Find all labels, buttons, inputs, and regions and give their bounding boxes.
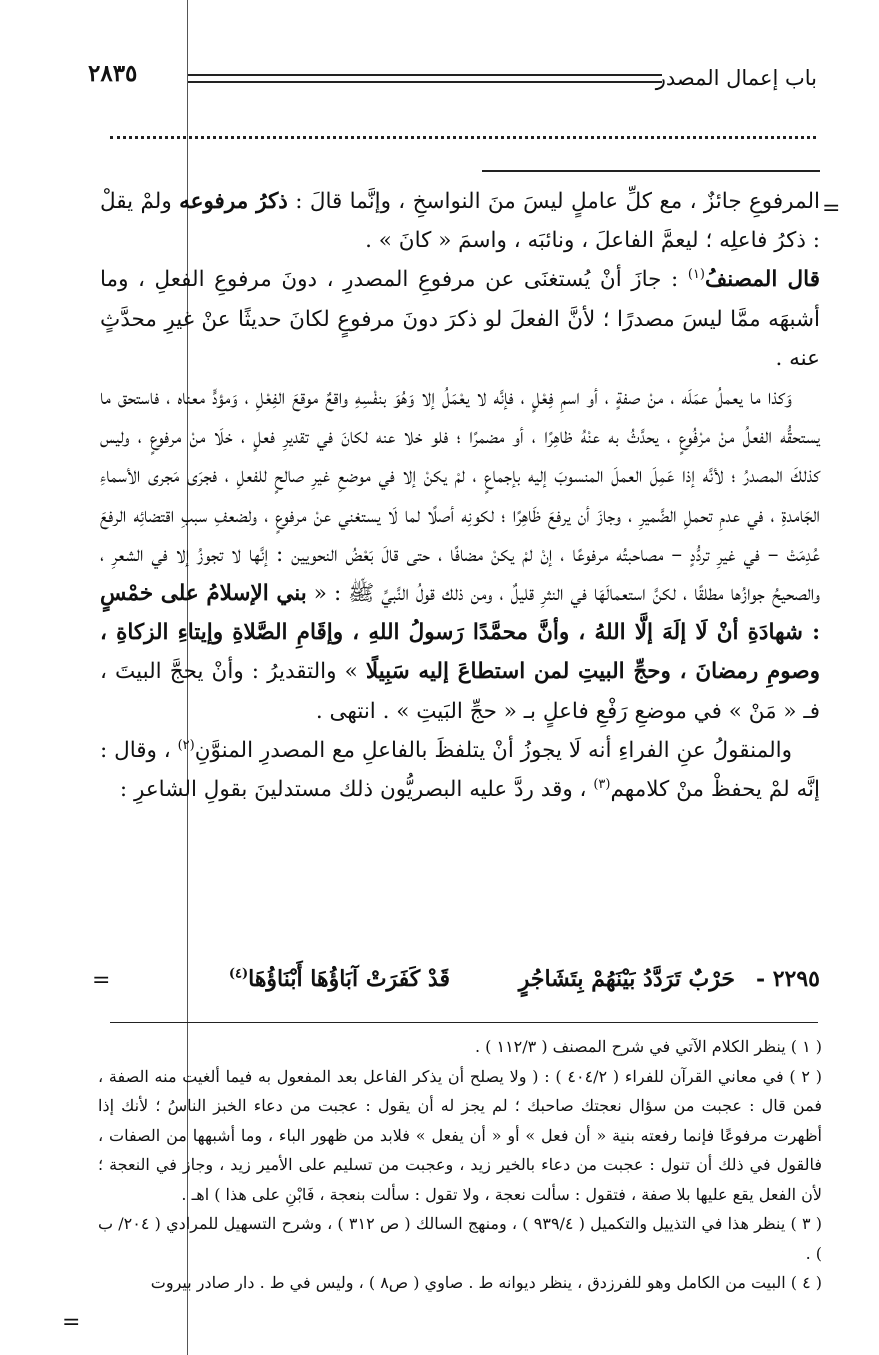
top-rule (482, 170, 820, 172)
paragraph-4: والمنقولُ عنِ الفراءِ أنه لَا يجوزُ أنْ يتلفظَ بالفاعلِ مع المصدرِ المنوَّنِ$^{(٢)}$ ، وقال : إنَّه لمْ يحفظْ منْ كلامهم$^{(٣)}$ ، وقد ردَّ عليه البصريُّون ذلك مستدلينَ بقولِ الشاعرِ : (100, 737, 820, 803)
footnote-ref-4: (٤) (228, 966, 249, 982)
dotted-separator (110, 136, 816, 142)
paragraph-1: المرفوعِ جائزٌ ، مع كلِّ عاملٍ ليسَ منَ النواسخِ ، وإنَّما قالَ : ذكرُ مرفوعه ولمْ يقلْ : ذكرُ فاعلِه ؛ ليعمَّ الفاعلَ ، ونائبَه ، واسمَ « كانَ » . (100, 189, 820, 254)
verse-hemistich-1: حَرْبٌ تَرَدَّدُ بَيْنَهُمْ بِتَشَاجُرٍ (518, 966, 735, 992)
verse-hemistich-2: قَدْ كَفَرَتْ آبَاؤُهَا أَبْنَاؤُهَا$^{(٤)}$ (228, 966, 450, 992)
continuation-mark-end: = (62, 1310, 81, 1335)
main-text (100, 182, 820, 809)
poetry-verse (100, 960, 820, 1000)
footnote-3: ( ٣ ) ينظر هذا في التذييل والتكميل ( ٩٣٩/٤ ) ، ومنهج السالك ( ص ٣١٢ ) ، وشرح التسهيل للمرادي ( ٢٠٤/ ب ) . (98, 1214, 823, 1263)
chapter-title: باب إعمال المصدر (655, 66, 817, 90)
footnote-4: ( ٤ ) البيت من الكامل وهو للفرزدق ، ينظر ديوانه ط . صاوي ( ص٨ ) ، وليس في ط . دار صادر بيروت (150, 1273, 822, 1292)
continuation-mark-verse: = (92, 968, 111, 993)
hadith-quote: بني الإسلامُ على خمْسٍ : شهادَةِ أنْ لَا إلَهَ إلَّا اللهُ ، وأنَّ محمَّدًا رَسولُ اللهِ ، وإقَامِ الصَّلاةِ وإيتاءِ الزكاةِ ، وصومِ رمضانَ ، وحجِّ البيتِ لمن استطاعَ إليه سَبِيلًا (100, 581, 821, 685)
paragraph-3: وَكذا ما يعملُ عمَلَه ، منْ صفةٍ ، أو اسمِ فِعْلٍ ، فإنَّه لا يعْمَلُ إلا وَهُوَ بنفْسِهِ واقعٌ موقعَ الفِعْلِ ، وَمؤدٍّ معناه ، فاستحق ما يستحقُّه الفعلُ منْ مرْفُوعٍ ، يحدَّثُ به عنْهُ ظاهِرًا ، أو مضمرًا ؛ فلو خلا عنه لكانَ في تقديرِ فعلٍ ، خلَا منْ مرفوعٍ ، وليس كذلكَ المصدرُ ؛ لأنَّه إذا عَمِلَ العملَ المنسوبَ إليه بإجماعٍ ، لمْ يكنْ إلا في موضعِ غيرِ صالحٍ للفعلِ ، فجرَى مَجرى الأسماءِ الجَامدةِ ، في عدمِ تحملِ الضَّميرِ ، وجازَ أن يرفعَ ظَاهِرًا ؛ لكونِه أصلًا لما لَا يستغني عنْ مرفوعٍ ، ولضعفِ سببِ اقتضائِه الرفعَ عُدِمَتْ – في غيرِ تردُّدٍ – مصاحبتُه مرفوعًا ، إنْ لمْ يكنْ مضافًا ، حتى قالَ بَعْضُ النحويين : إنَّها لا تجوزُ إلا في الشعرِ ، والصحيحُ جوازُها مطلقًا ، لكنَّ استعمالَهَا في النثرِ قليلٌ ، ومن ذلك قولُ النَّبيِّ ﷺ : « بني الإسلامُ على خمْسٍ : شهادَةِ أنْ لَا إلَهَ إلَّا اللهُ ، وأنَّ محمَّدًا رَسولُ اللهِ ، وإقَامِ الصَّلاةِ وإيتاءِ الزكاةِ ، وصومِ رمضانَ ، وحجِّ البيتِ لمن استطاعَ إليه سَبِيلًا » والتقديرُ : وأنْ يحجَّ البيتَ ، فـ « مَنْ » في موضعِ رَفْعِ فاعلٍ بـ « حجِّ البَيتِ » . انتهى . (100, 385, 821, 724)
footnotes (98, 1032, 822, 1298)
footnote-1: ( ١ ) ينظر الكلام الآتي في شرح المصنف ( ١١٢/٣ ) . (474, 1037, 822, 1056)
footnote-2: ( ٢ ) في معاني القرآن للفراء ( ٤٠٤/٢ ) : ( ولا يصلح أن يذكر الفاعل بعد المفعول به فيما ألغيت منه الصفة ، فمن قال : عجبت من سؤال نعجتك صاحبك ؛ لم يجز له أن يقول : عجبت من دعاء الخبز الناسُ ؛ لأنك إذا أظهرت مرفوعًا فإنما رفعته بنية « أن فعل » أو « أن يفعل » فلابد من ظهور الباء ، وما أشبهها من الصفات ، فالقول في ذلك أن تنول : عجبت من دعاء بالخير زيد ، وعجبت من تسليم على الأمير زيد ، وجاز في النعجة ؛ لأن الفعل يقع عليها بلا صفة ، فتقول : سألت نعجة ، ولا تقول : سألت بنعجة ، فَابْنِ على هذا ) اهـ . (98, 1066, 823, 1204)
footnote-ref-3: (٣) (593, 776, 611, 792)
footnote-ref-1: (١) (687, 267, 705, 283)
verse-number: ٢٢٩٥ - (755, 966, 820, 992)
page-number: ٢٨٣٥ (88, 60, 138, 87)
paragraph-2: قال المصنفُ$^{(١)}$ : جازَ أنْ يُستغنَى عن مرفوعِ المصدرِ ، دونَ مرفوعِ الفعلِ ، وما أشبهَه ممَّا ليسَ مصدرًا ؛ لأنَّ الفعلَ لو ذكرَ دونَ مرفوعٍ لكانَ حديثًا عنْ غيرِ محدَّثٍ عنه . (100, 267, 820, 371)
footnote-rule (110, 1022, 818, 1023)
footnote-ref-2: (٢) (177, 737, 195, 753)
header-rule (188, 74, 662, 83)
continuation-mark-start: = (822, 196, 841, 221)
